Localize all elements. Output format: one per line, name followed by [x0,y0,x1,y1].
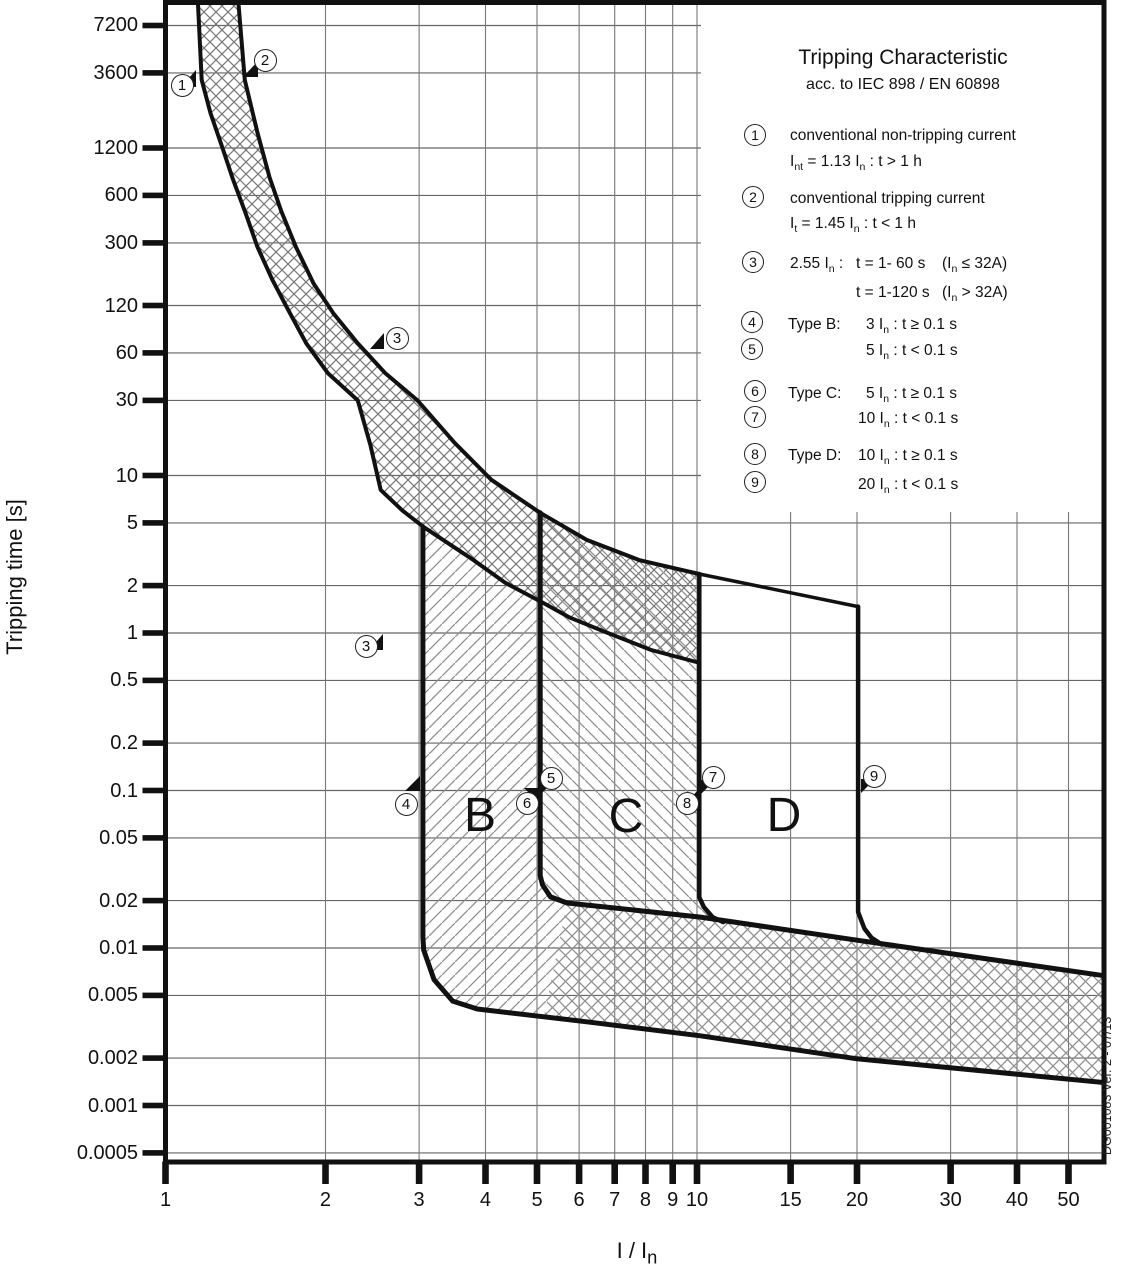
legend-text: 5 $I_n$ : t ≥ 0.1 s [866,385,958,406]
marker-badge: 3 [355,635,378,658]
y-tick-mark [143,70,167,76]
x-tick-label: 1 [159,1189,172,1211]
x-tick-mark [416,1162,423,1185]
y-tick-mark [143,23,167,29]
marker-badge: 7 [702,766,725,789]
legend-number-badge: 4 [741,311,763,333]
y-tick-label: 120 [104,294,138,317]
y-tick-mark [143,630,167,636]
curve [858,607,894,946]
x-tick-label: 6 [573,1189,585,1211]
x-tick-label: 5 [531,1189,543,1211]
x-tick-mark [1014,1162,1021,1185]
marker-badge: 4 [395,793,418,816]
x-tick-mark [947,1162,954,1185]
legend-number-badge: 2 [742,186,764,208]
y-tick-label: 0.002 [87,1047,138,1070]
y-tick-label: 30 [115,389,138,412]
zone-label-b: B [463,789,496,842]
marker-flag [701,780,715,794]
y-tick-label: 0.001 [87,1094,138,1117]
x-tick-mark [854,1162,861,1185]
x-tick-label: 2 [319,1189,332,1211]
x-tick-mark [669,1162,676,1185]
legend-text: t = 1- 60 s [856,255,926,272]
legend-text: Type C: [788,385,842,402]
y-tick-label: 0.02 [99,889,138,912]
x-tick-mark [322,1162,329,1185]
y-tick-label: 5 [126,511,138,534]
marker-badge: 8 [676,792,699,815]
legend-text: 20 $I_n$ : t < 0.1 s [858,476,959,497]
x-tick-label: 40 [1005,1189,1029,1211]
legend-text: 2.55 $I_n$ : [790,255,844,276]
legend-text: 5 $I_n$ : t < 0.1 s [866,342,958,363]
x-tick-mark [1065,1162,1072,1185]
y-tick-mark [143,145,167,151]
legend-text: 10 $I_n$ : t < 0.1 s [858,410,959,431]
y-tick-mark [143,993,167,999]
y-tick-mark [143,350,167,356]
x-tick-mark [787,1162,794,1185]
x-tick-label: 30 [939,1189,962,1211]
x-tick-label: 3 [413,1189,425,1211]
y-tick-mark [143,945,167,951]
y-tick-mark [143,1055,167,1061]
y-tick-label: 2 [126,574,138,597]
y-tick-label: 0.1 [110,779,138,802]
x-tick-mark [482,1162,489,1185]
y-tick-mark [143,473,167,479]
y-tick-label: 1 [126,622,138,644]
y-tick-mark [143,240,167,246]
y-tick-label: 1200 [93,137,138,160]
y-tick-label: 0.0005 [76,1141,138,1164]
marker-badge: 3 [386,327,409,350]
chart-title: Tripping Characteristic [798,46,1008,69]
y-tick-label: 0.05 [99,826,138,849]
marker-badge: 5 [540,767,563,790]
legend-text: $(I_n \le 32A)$ [942,255,1008,276]
x-tick-mark [576,1162,583,1185]
legend-number-badge: 3 [742,251,764,273]
x-tick-label: 10 [685,1189,709,1211]
y-tick-label: 0.2 [110,732,138,755]
y-tick-label: 600 [104,184,138,207]
y-tick-label: 10 [115,464,138,487]
y-tick-mark [143,740,167,746]
y-tick-label: 3600 [93,61,138,84]
legend-number-badge: 9 [744,471,766,493]
y-tick-mark [143,678,167,684]
y-tick-label: 60 [115,341,138,364]
chart-subtitle: acc. to IEC 898 / EN 60898 [806,76,1000,93]
y-tick-mark [143,788,167,794]
y-tick-mark [143,898,167,904]
y-tick-mark [143,835,167,841]
legend-number-badge: 6 [744,380,766,402]
legend-number-badge: 5 [741,338,763,360]
zone-label-c: C [608,790,644,843]
y-tick-label: 0.01 [99,937,138,959]
x-tick-label: 4 [479,1189,492,1211]
document-number: DG001083 Ver. 2 - 07/13 [1100,1016,1114,1155]
x-axis-title: I / $I_n$ [616,1238,658,1268]
legend-text: 10 $I_n$ : t ≥ 0.1 s [858,447,958,468]
y-tick-mark [143,520,167,526]
legend-text: $I_{nt} = 1.13$ $I_n$ : t > 1 h [790,153,922,174]
x-tick-label: 50 [1057,1189,1080,1211]
x-tick-mark [162,1162,169,1185]
marker-flag [369,634,383,650]
legend-text: t = 1-120 s [856,284,930,301]
y-tick-mark [143,398,167,404]
curve [699,574,723,922]
y-axis-title: Tripping time [s] [2,499,27,655]
zone-label-d: D [766,789,802,842]
y-tick-mark [143,583,167,589]
legend-text: conventional tripping current [790,190,985,207]
legend-number-badge: 8 [744,443,766,465]
y-tick-label: 0.005 [87,984,138,1007]
y-tick-mark [143,1150,167,1156]
legend-text: $(I_n > 32A)$ [942,284,1008,305]
marker-badge: 1 [171,74,194,97]
legend-text: Type B: [788,316,841,333]
x-tick-label: 9 [667,1189,679,1211]
y-tick-label: 0.5 [110,669,138,692]
y-tick-mark [143,303,167,309]
legend-text: 3 $I_n$ : t ≥ 0.1 s [866,316,958,337]
x-tick-mark [694,1162,701,1185]
curve [699,574,858,607]
y-tick-mark [143,193,167,199]
legend-text: $I_t = 1.45$ $I_n$ : t < 1 h [790,215,916,236]
x-tick-label: 15 [779,1189,802,1211]
marker-badge: 6 [516,792,539,815]
x-tick-mark [611,1162,618,1185]
marker-flag [405,776,420,791]
legend-number-badge: 7 [744,406,766,428]
y-tick-mark [143,1103,167,1109]
x-tick-label: 8 [639,1189,652,1211]
y-tick-label: 7200 [93,14,138,37]
legend-number-badge: 1 [744,124,766,146]
legend-panel-background [701,5,1102,512]
x-tick-mark [642,1162,649,1185]
marker-badge: 9 [863,765,886,788]
marker-badge: 2 [254,49,277,72]
y-tick-label: 300 [104,231,138,254]
marker-flag [370,333,384,349]
legend-text: conventional non-tripping current [790,127,1016,144]
legend-text: Type D: [788,447,842,464]
x-tick-label: 7 [609,1189,621,1211]
x-tick-mark [534,1162,541,1185]
x-tick-label: 20 [845,1189,869,1211]
